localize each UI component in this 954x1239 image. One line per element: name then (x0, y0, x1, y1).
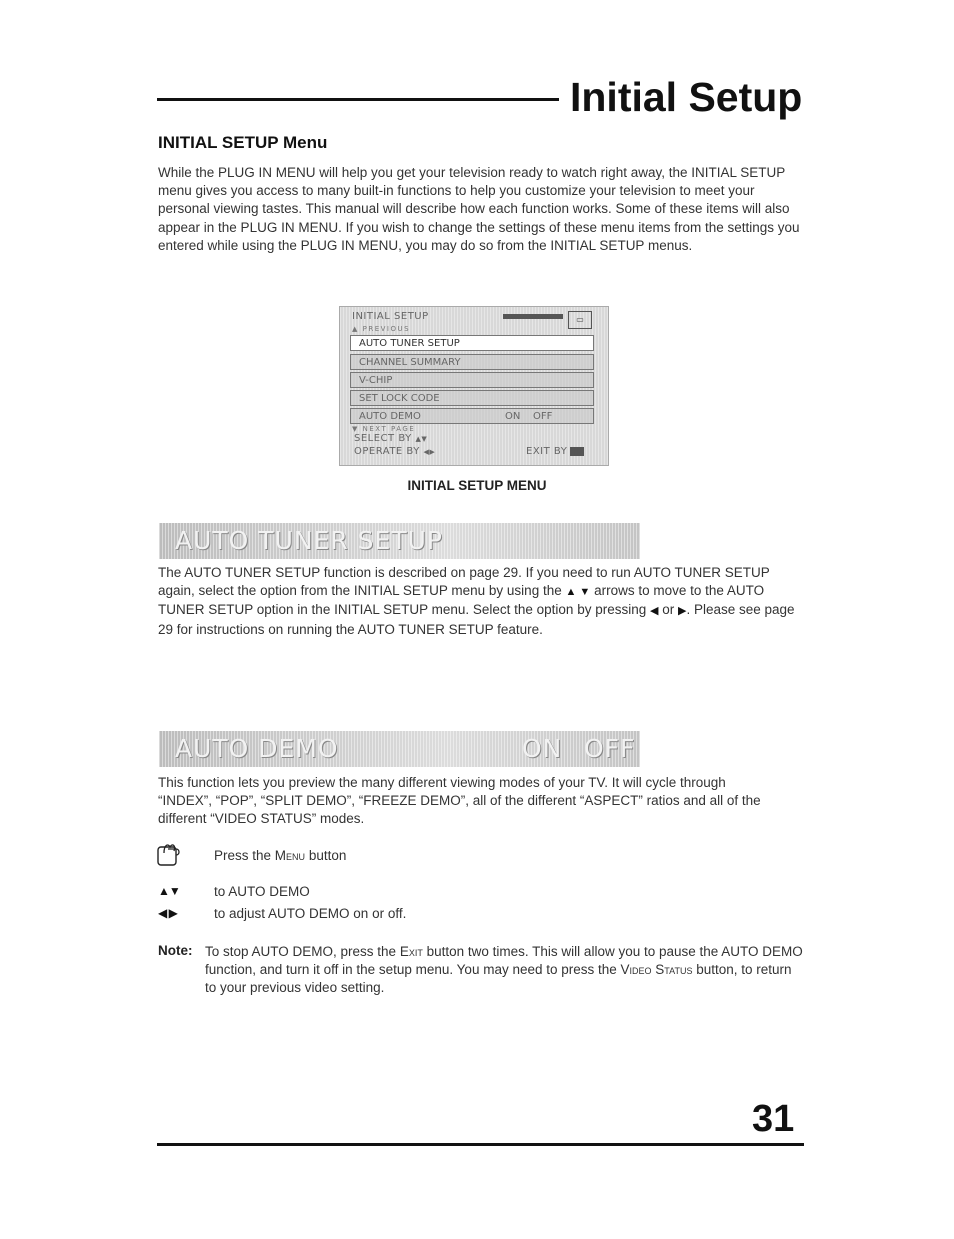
tv-icon: ▭ (568, 311, 592, 329)
tv-menu-item-label: AUTO TUNER SETUP (359, 338, 460, 349)
tv-menu-screenshot (339, 306, 609, 466)
up-down-icon: ▲▼ (415, 435, 428, 443)
header-rule (157, 98, 559, 101)
exit-key-icon (570, 447, 584, 456)
up-down-arrow-icon: ▲▼ (158, 884, 180, 898)
step-press-menu (214, 848, 346, 863)
tv-menu-on-option: ON (505, 411, 521, 422)
auto-demo-banner-on: ON (522, 734, 563, 763)
left-right-arrow-icon: ◀ ▶ (158, 906, 177, 920)
tv-menu-previous-label: PREVIOUS (362, 325, 411, 333)
tv-menu-select-hint-label: SELECT BY (354, 433, 412, 444)
auto-tuner-text-2: arrows to move to the AUTO TUNER SETUP option in the INITIAL SETUP menu. Select the option by pressing (158, 583, 765, 618)
tv-menu-operate-hint-label: OPERATE BY (354, 446, 420, 457)
tv-menu-item-set-lock-code (350, 390, 594, 406)
tv-menu-next-page: ▼ NEXT PAGE (352, 425, 416, 433)
tv-menu-item-label: CHANNEL SUMMARY (359, 357, 461, 368)
auto-tuner-text-3: . Please see page 29 for instructions on running the AUTO TUNER SETUP feature. (158, 602, 795, 637)
intro-paragraph: While the PLUG IN MENU will help you get your television ready to watch right away, the INITIAL SETUP menu gives you access to many built-in functions to help you customize your television to meet your personal viewing tastes. This manual will describe how each function works. Some of these items will also appear in the PLUG IN MENU. If you wish to change the settings of these menu items from the settings you entered while using the PLUG IN MENU, you may do so from the INITIAL SETUP menus. (158, 165, 800, 253)
exit-key-label: Exit (399, 944, 423, 959)
menu-key-label: Menu (274, 848, 306, 863)
tv-menu-item-label: V-CHIP (359, 375, 393, 386)
tv-menu-operate-hint (354, 446, 435, 457)
tv-menu-next-page-label: NEXT PAGE (362, 425, 416, 433)
auto-tuner-banner (159, 523, 640, 559)
up-down-arrow-icon: ▲ ▼ (565, 586, 591, 599)
tv-menu-previous: ▲ PREVIOUS (352, 325, 411, 333)
note-text-2: button two times. This will allow you to pause the AUTO DEMO function, and turn it off in the setup menu. You may need to press the (205, 944, 803, 978)
video-status-key-label: Video Status (620, 962, 693, 978)
note-text-1: To stop AUTO DEMO, press the (205, 944, 397, 959)
tv-menu-off-option: OFF (533, 411, 553, 422)
step1-suffix: button (308, 848, 347, 863)
left-arrow-icon: ◀ (650, 605, 659, 618)
left-right-icon: ◀▶ (423, 448, 436, 456)
tv-menu-item-auto-demo (350, 408, 594, 424)
right-arrow-icon: ▶ (678, 605, 687, 618)
note-label: Note: (158, 943, 193, 958)
auto-tuner-banner-label: AUTO TUNER SETUP (175, 526, 443, 555)
tv-menu-exit-hint (526, 446, 584, 457)
step1-prefix: Press the (214, 848, 272, 863)
tv-menu-select-hint (354, 433, 427, 444)
auto-demo-banner-off: OFF (584, 734, 636, 763)
section-heading: INITIAL SETUP Menu (158, 133, 328, 152)
page-title: Initial Setup (570, 74, 803, 120)
auto-demo-banner-label: AUTO DEMO (175, 734, 339, 763)
tv-menu-item-v-chip (350, 372, 594, 388)
auto-demo-banner (159, 731, 640, 767)
tv-menu-exit-hint-label: EXIT BY (526, 446, 568, 457)
tv-menu-level-bar (503, 314, 563, 319)
press-button-icon (156, 841, 182, 867)
tv-menu-item-label: SET LOCK CODE (359, 393, 440, 404)
note-text-3: button, to return to your previous video setting. (205, 962, 792, 996)
auto-demo-paragraph: This function lets you preview the many different viewing modes of your TV. It will cycle through “INDEX”, “POP”, “SPLIT DEMO”, “FREEZE DEMO”, all of the different “ASPECT” ratios and all of the different “VIDEO STATUS” modes. (158, 775, 761, 827)
footer-rule (157, 1143, 804, 1146)
auto-tuner-paragraph (158, 564, 808, 639)
tv-menu-item-auto-tuner-setup (350, 335, 594, 351)
step-navigate: to AUTO DEMO (214, 884, 310, 899)
page-number: 31 (752, 1098, 795, 1140)
menu-caption: INITIAL SETUP MENU (407, 478, 547, 493)
note-text (205, 943, 805, 998)
tv-menu-item-channel-summary (350, 354, 594, 370)
auto-tuner-text-or: or (662, 602, 675, 618)
auto-tuner-text-1: The AUTO TUNER SETUP function is described on page 29. If you need to run AUTO TUNER SETUP again, select the option from the INITIAL SETUP menu by using the (158, 565, 770, 599)
step-adjust: to adjust AUTO DEMO on or off. (214, 906, 407, 921)
tv-menu-item-label: AUTO DEMO (359, 411, 421, 422)
tv-menu-title: INITIAL SETUP (352, 311, 429, 322)
